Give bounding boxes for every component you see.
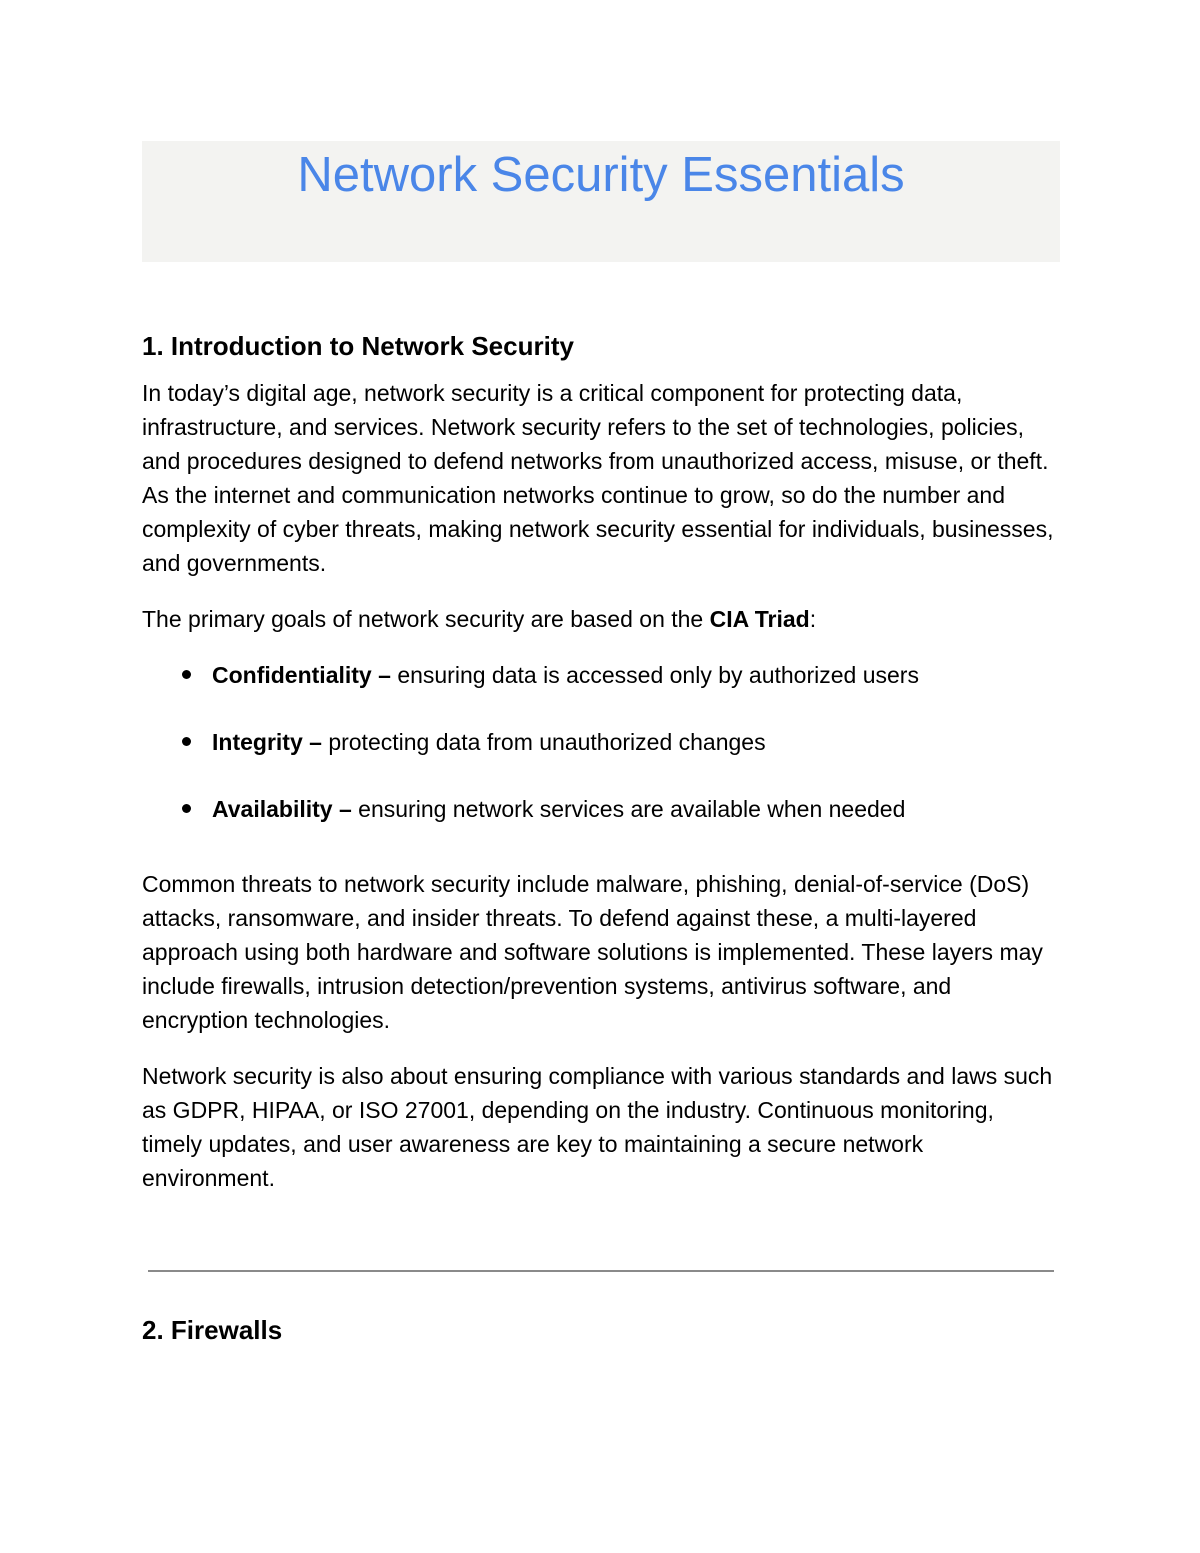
cia-intro-colon: : [809,606,817,632]
bullet-icon [182,804,191,813]
section-heading: 2. Firewalls [142,1315,283,1345]
bullet-icon [182,737,191,746]
goal-description: ensuring data is accessed only by authorized users [397,662,919,688]
paragraph-compliance: Network security is also about ensuring compliance with various standards and laws such as GDPR, HIPAA, or ISO 27001, depending on the industry. Continuous monitoring, timely updates, and user awareness are key to maintaining a secure network environment. [142,1063,1053,1191]
list-item-availability [142,792,1060,826]
title-banner [142,141,1060,262]
goal-term: Integrity [212,729,303,755]
cia-triad-term: CIA Triad [709,606,810,632]
cia-intro-text: The primary goals of network security are based on the [142,606,710,632]
goal-description: ensuring network services are available when needed [358,796,906,822]
section-introduction [142,328,1060,1217]
cia-goals-list [142,658,1060,826]
goal-dash: – [302,729,329,755]
document-title: Network Security Essentials [297,148,905,202]
list-item-integrity [142,725,1060,759]
horizontal-divider [148,1270,1054,1272]
goal-term: Confidentiality [212,662,372,688]
goal-description: protecting data from unauthorized changes [328,729,766,755]
section-firewalls [142,1312,1060,1360]
bullet-icon [182,670,191,679]
list-item-confidentiality [142,658,1060,692]
goal-term: Availability [212,796,333,822]
goal-dash: – [332,796,359,822]
section-heading: 1. Introduction to Network Security [142,331,574,361]
cia-goals-list-wrap [142,658,1060,826]
goal-dash: – [371,662,398,688]
paragraph-cia-intro [142,602,1060,636]
paragraph-intro: In today’s digital age, network security is a critical component for protecting data, infrastructure, and services. Network security refers to the set of technologies, policies, and procedures designed to defend networks from unauthorized access, misuse, or theft. As the internet and communication networks continue to grow, so do the number and complexity of cyber threats, making network security essential for individuals, businesses, and governments. [142,380,1054,576]
paragraph-threats: Common threats to network security include malware, phishing, denial-of-service (DoS) attacks, ransomware, and insider threats. To defend against these, a multi-layered approach using both hardware and software solutions is implemented. These layers may include firewalls, intrusion detection/prevention systems, antivirus software, and encryption technologies. [142,871,1043,1033]
